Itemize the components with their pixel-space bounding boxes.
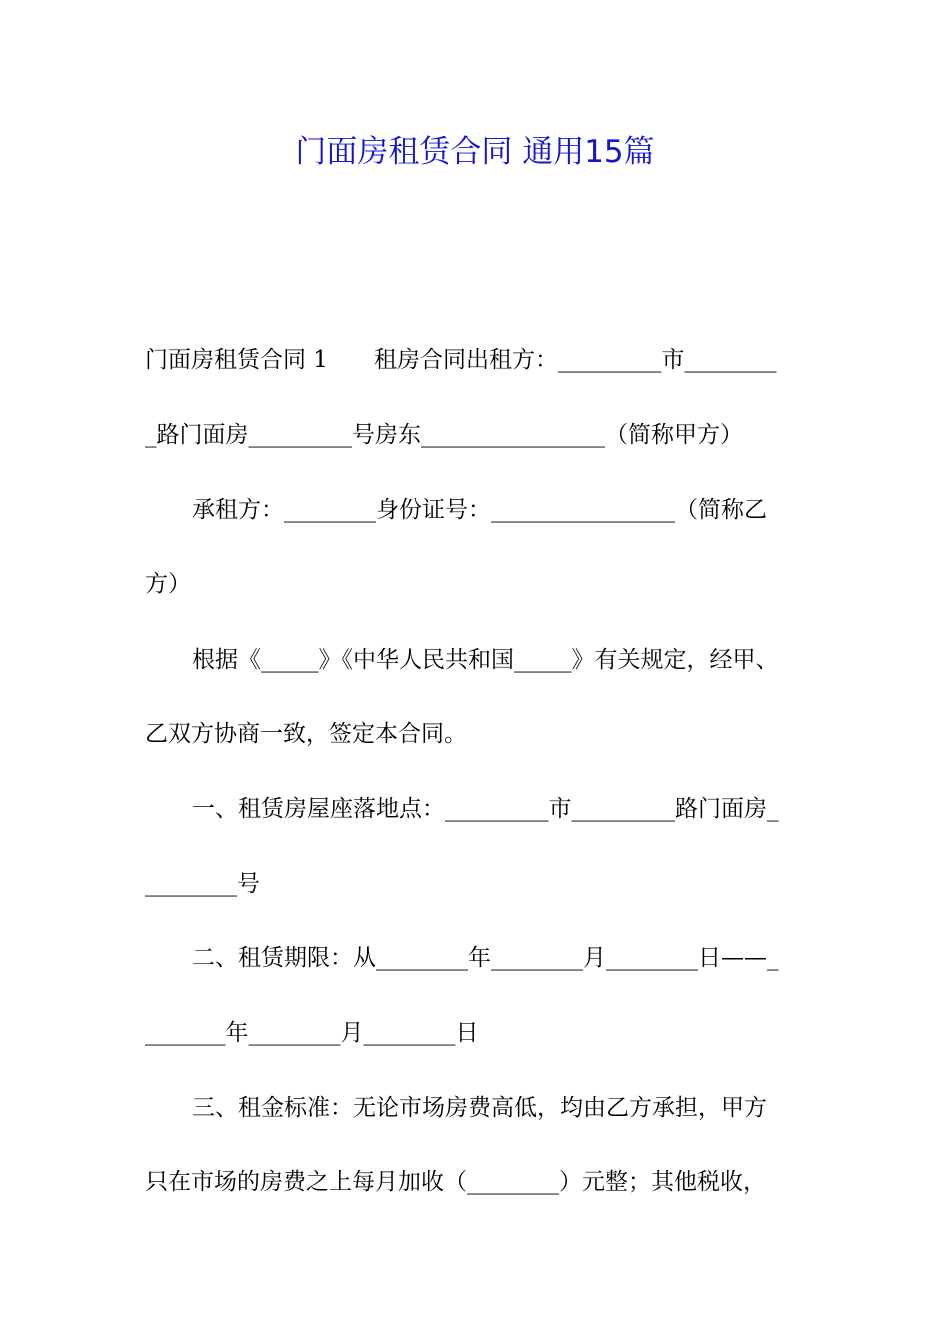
paragraph-line: _路门面房_________号房东________________（简称甲方） [145,422,743,448]
paragraph-line: 门面房租赁合同 1 租房合同出租方：_________市________ [145,347,777,373]
paragraph-line: 乙双方协商一致，签定本合同。 [145,721,467,747]
paragraph-line: 一、租赁房屋座落地点：_________市_________路门面房_ [192,796,779,822]
paragraph-line: 只在市场的房费之上每月加收（________）元整；其他税收， [145,1169,766,1195]
document-title: 门面房租赁合同 通用15篇 [295,134,655,170]
paragraph-line: 根据《_____》《中华人民共和国_____》有关规定，经甲、 [192,647,779,673]
paragraph-line: 二、租赁期限：从________年________月________日——_ [192,945,779,971]
paragraph-line: ________号 [145,871,260,897]
paragraph-line: 承租方：________身份证号：________________（简称乙 [192,497,767,523]
paragraph-line: 方） [145,571,191,597]
paragraph-line: _______年________月________日 [145,1020,479,1046]
paragraph-line: 三、租金标准：无论市场房费高低，均由乙方承担，甲方 [192,1095,767,1121]
